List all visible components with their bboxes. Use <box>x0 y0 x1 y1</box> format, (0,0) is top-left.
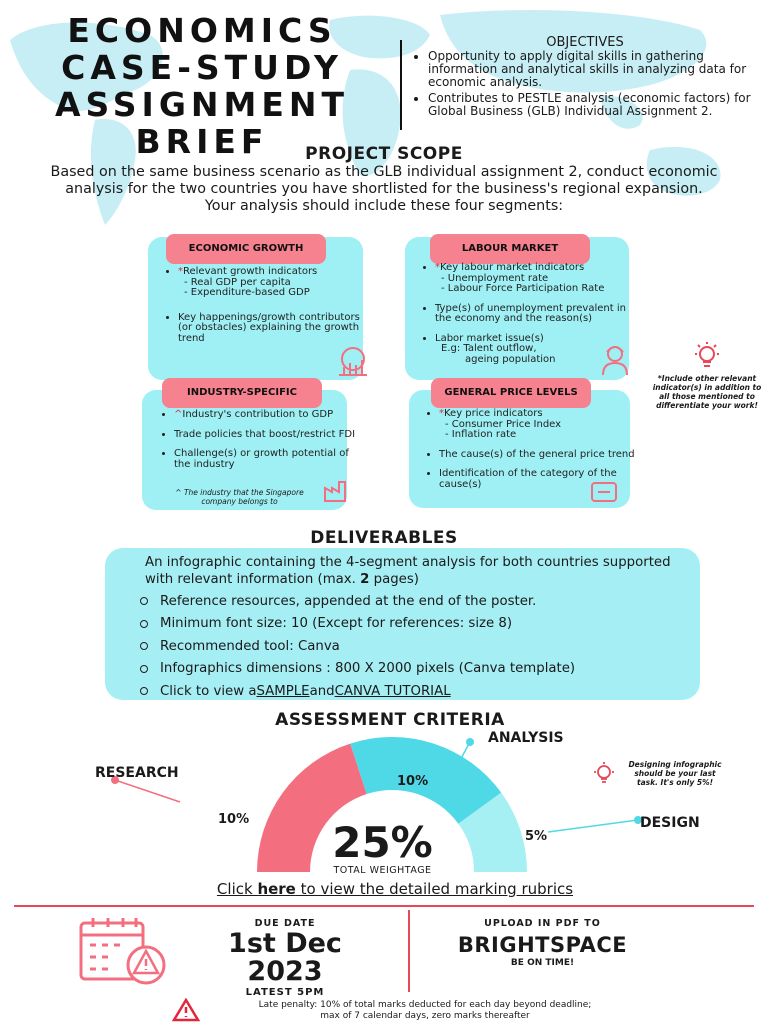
lightbulb-icon <box>590 760 618 788</box>
list-item: • Identification of the category of the cause(s) <box>439 469 639 490</box>
label-design: DESIGN <box>640 815 700 831</box>
calendar-alert-icon <box>78 915 170 985</box>
card-economic-growth <box>148 237 363 380</box>
list-item: • Key happenings/growth contributors (or obstacles) explaining the growth trend <box>178 313 368 345</box>
tag-general-price-levels: GENERAL PRICE LEVELS <box>431 378 591 408</box>
list-item: Infographics dimensions : 800 X 2000 pixels (Canva template) <box>140 658 700 681</box>
total-weightage-caption: TOTAL WEIGHTAGE <box>333 865 432 876</box>
lightbulb-icon <box>690 340 724 374</box>
project-scope-lead: Your analysis should include these four segments: <box>204 198 564 214</box>
rubrics-link-line[interactable]: Click here to view the detailed marking rubrics <box>216 880 574 898</box>
design-note: Designing infographic should be your last task. It's only 5%! <box>628 760 722 787</box>
upload-label: UPLOAD IN PDF TO <box>484 918 601 929</box>
label-analysis: ANALYSIS <box>488 730 564 746</box>
value-label-design: 5% <box>525 829 548 844</box>
list-item: • The cause(s) of the general price trend <box>439 450 639 461</box>
tag-industry-specific: INDUSTRY-SPECIFIC <box>162 378 322 408</box>
upload-note: BE ON TIME! <box>510 958 575 968</box>
due-time: LATEST 5PM <box>245 987 325 998</box>
factory-icon <box>322 476 350 504</box>
list-item: • *Key price indicators - Consumer Price Index - Inflation rate <box>439 409 639 441</box>
upload-target: BRIGHTSPACE <box>457 933 628 957</box>
warning-icon <box>172 998 200 1022</box>
price-tag-icon <box>589 478 619 506</box>
industry-footnote: ^ The industry that the Singapore company belongs to <box>175 488 304 506</box>
list-item: Minimum font size: 10 (Except for references: size 8) <box>140 613 700 636</box>
tag-economic-growth: ECONOMIC GROWTH <box>166 234 326 264</box>
list-item: • Trade policies that boost/restrict FDI <box>174 430 359 441</box>
leader-dot <box>466 738 474 746</box>
objective-item: • Contributes to PESTLE analysis (economic factors) for Global Business (GLB) Individual Assignment 2. <box>428 92 768 118</box>
card-general-price-levels <box>409 387 635 508</box>
leader-line <box>115 780 180 802</box>
late-penalty: Late penalty: 10% of total marks deducted for each day beyond deadline; max of 7 calendar days, zero marks thereafter <box>258 1000 592 1021</box>
sample-link[interactable]: SAMPLE <box>256 683 310 699</box>
rubrics-link[interactable]: here <box>257 880 296 898</box>
project-scope-heading: PROJECT SCOPE <box>305 144 463 164</box>
leader-line <box>548 820 638 832</box>
page-title: ECONOMICS CASE-STUDY ASSIGNMENT BRIEF <box>54 11 350 161</box>
list-item: • Challenge(s) or growth potential of the industry <box>174 449 359 470</box>
list-item: • *Relevant growth indicators - Real GDP per capita - Expenditure-based GDP <box>178 267 368 299</box>
deliverables-intro: An infographic containing the 4-segment analysis for both countries supported with relevant information (max. 2 pages) <box>145 555 671 587</box>
worker-icon <box>600 342 630 376</box>
objectives-heading: OBJECTIVES <box>546 35 624 50</box>
deliverables-list <box>140 590 700 703</box>
canva-tutorial-link[interactable]: CANVA TUTORIAL <box>334 683 451 699</box>
project-scope-text: Based on the same business scenario as the GLB individual assignment 2, conduct economic analysis for the two countries you have shortlisted for the business's regional expansion. Your analysis should include these four segments: <box>22 164 746 215</box>
side-note: *Include other relevant indicator(s) in addition to all those mentioned to differentiate your work! <box>652 374 762 410</box>
objectives-list <box>412 50 768 121</box>
due-date-value: 1st Dec 2023 <box>228 928 342 987</box>
list-item: • Labor market issue(s) E.g: Talent outflow, ageing population <box>435 334 640 366</box>
label-research: RESEARCH <box>95 765 179 781</box>
value-label-analysis: 10% <box>397 774 429 789</box>
total-weightage-value: 25% <box>332 818 433 867</box>
list-item-links: Click to view a SAMPLE and CANVA TUTORIAL <box>140 680 700 703</box>
due-date-label: DUE DATE <box>254 918 316 929</box>
card-industry-specific <box>142 387 356 510</box>
card-labour-market <box>405 237 629 380</box>
list-item: Reference resources, appended at the end of the poster. <box>140 590 700 613</box>
value-label-research: 10% <box>218 812 250 827</box>
list-item: • *Key labour market indicators - Unemployment rate - Labour Force Participation Rate <box>435 263 640 295</box>
growth-chart-icon <box>336 345 370 377</box>
tag-labour-market: LABOUR MARKET <box>430 234 590 264</box>
footer-divider <box>408 910 410 992</box>
title-divider <box>400 40 402 130</box>
assessment-heading: ASSESSMENT CRITERIA <box>275 710 505 730</box>
objective-item: • Opportunity to apply digital skills in gathering information and analytical skills in analyzing data for economic analysis. <box>428 50 768 89</box>
list-item: Recommended tool: Canva <box>140 635 700 658</box>
list-item: • ^Industry's contribution to GDP <box>174 410 359 421</box>
list-item: • Type(s) of unemployment prevalent in the economy and the reason(s) <box>435 304 640 325</box>
deliverables-heading: DELIVERABLES <box>310 528 458 548</box>
footer-top-rule <box>14 905 754 907</box>
